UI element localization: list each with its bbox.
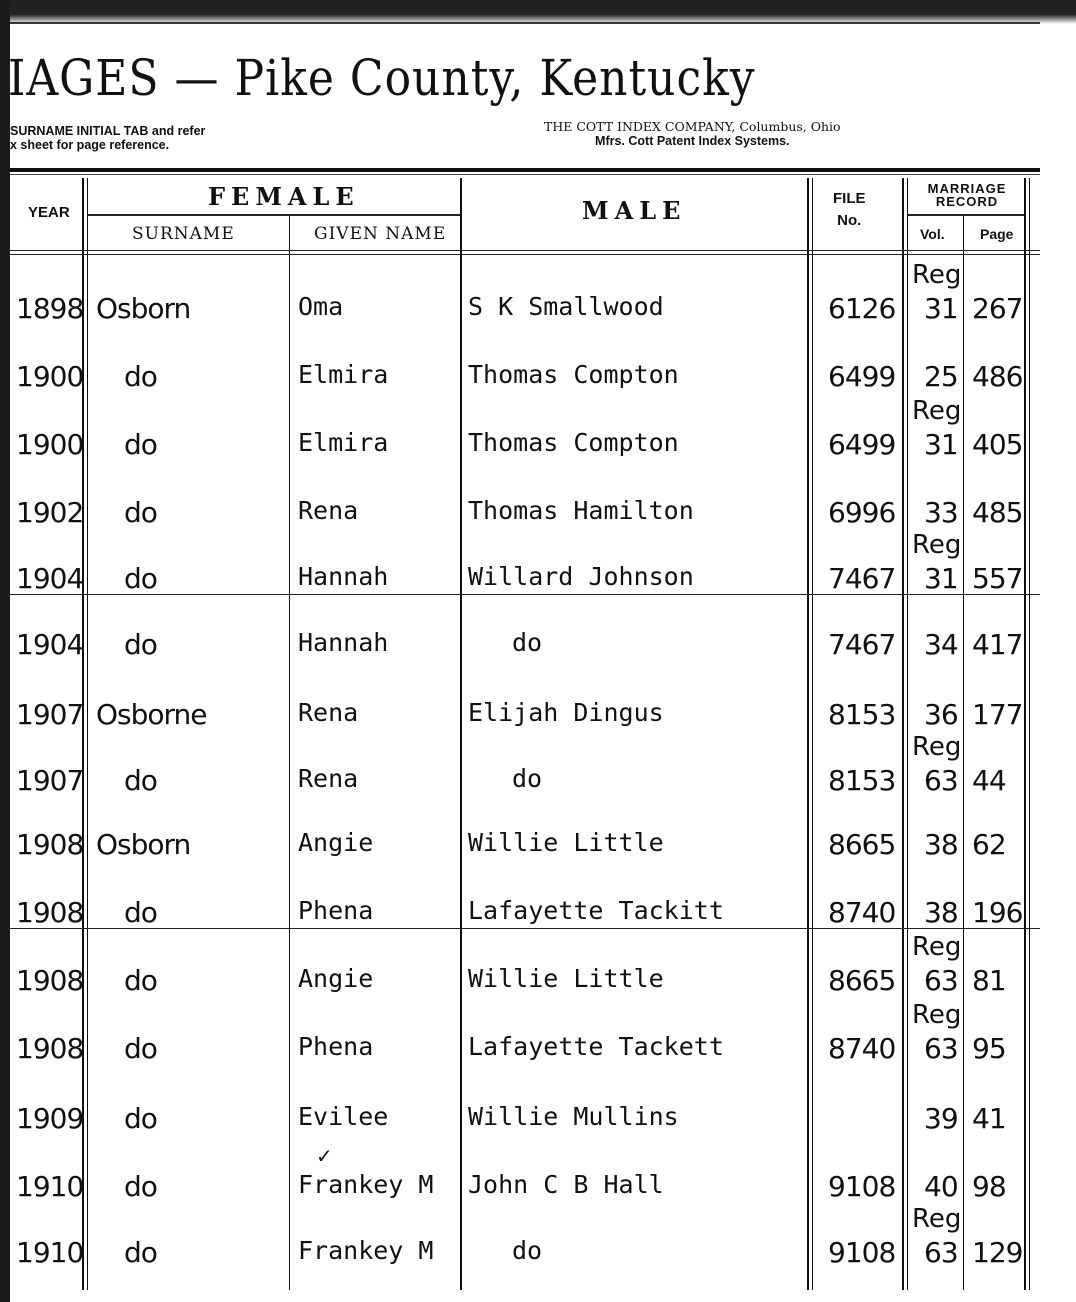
row-given-name: Elmira xyxy=(298,428,389,457)
column-divider-file xyxy=(902,178,904,1290)
row-page: 196 xyxy=(972,896,1023,929)
page-title: IAGES — Pike County, Kentucky xyxy=(8,50,756,108)
row-year: 1898 xyxy=(16,292,84,325)
row-given-name: Angie xyxy=(298,828,374,857)
check-mark: ✓ xyxy=(316,1144,333,1168)
row-year: 1904 xyxy=(16,628,84,661)
row-male-name: Thomas Hamilton xyxy=(468,496,694,525)
top-border-line xyxy=(10,22,1040,24)
row-given-name: Angie xyxy=(298,964,374,993)
row-file-no: 9108 xyxy=(828,1236,896,1269)
row-surname: do xyxy=(124,964,157,997)
row-year: 1908 xyxy=(16,896,84,929)
column-divider-right-inner xyxy=(1029,178,1030,1290)
row-vol: 39 xyxy=(924,1102,958,1135)
row-given-name: Frankey M xyxy=(298,1236,434,1265)
row-surname: do xyxy=(124,628,157,661)
row-page: 177 xyxy=(972,698,1023,731)
row-given-name: Rena xyxy=(298,698,359,727)
publisher-line-2: Mfrs. Cott Patent Index Systems. xyxy=(595,134,790,148)
row-vol: 34 xyxy=(924,628,958,661)
row-vol: 31 xyxy=(924,562,958,595)
row-vol: 63 xyxy=(924,964,958,997)
row-year: 1900 xyxy=(16,428,84,461)
index-instruction-line-1: SURNAME INITIAL TAB and refer xyxy=(10,124,206,138)
row-file-no: 8665 xyxy=(828,828,896,861)
index-instruction xyxy=(10,124,205,152)
row-file-no: 6996 xyxy=(828,496,896,529)
row-year: 1902 xyxy=(16,496,84,529)
row-surname: Osborn xyxy=(96,828,191,861)
surname-header: SURNAME xyxy=(132,224,235,244)
row-year: 1910 xyxy=(16,1236,84,1269)
row-file-no: 7467 xyxy=(828,628,896,661)
row-vol: 63 xyxy=(924,1236,958,1269)
row-surname: do xyxy=(124,496,157,529)
row-given-name: Hannah xyxy=(298,628,389,657)
row-page: 486 xyxy=(972,360,1023,393)
row-surname: do xyxy=(124,1170,157,1203)
header-bottom-line-2 xyxy=(10,254,1040,255)
row-year: 1910 xyxy=(16,1170,84,1203)
row-male-name: do xyxy=(512,764,543,793)
row-page: 485 xyxy=(972,496,1023,529)
column-divider-female xyxy=(460,178,462,1290)
row-vol: 31 xyxy=(924,292,958,325)
row-surname: Osborne xyxy=(96,698,207,731)
row-reg-label: Reg xyxy=(912,1000,962,1030)
row-surname: do xyxy=(124,1102,157,1135)
female-header: FEMALE xyxy=(208,182,360,211)
row-vol: 63 xyxy=(924,1032,958,1065)
column-divider-file-inner xyxy=(907,178,908,1290)
row-male-name: Thomas Compton xyxy=(468,360,679,389)
marriage-record-underline xyxy=(908,214,1024,216)
row-male-name: Lafayette Tackitt xyxy=(468,896,724,925)
row-surname: Osborn xyxy=(96,292,191,325)
scan-left-edge xyxy=(0,0,10,1302)
header-rule-thin xyxy=(10,174,1040,175)
row-given-name: Elmira xyxy=(298,360,389,389)
row-male-name: Thomas Compton xyxy=(468,428,679,457)
row-vol: 40 xyxy=(924,1170,958,1203)
row-year: 1908 xyxy=(16,828,84,861)
row-male-name: Willie Little xyxy=(468,964,664,993)
row-year: 1909 xyxy=(16,1102,84,1135)
row-year: 1907 xyxy=(16,764,84,797)
row-reg-label: Reg xyxy=(912,530,962,560)
row-vol: 31 xyxy=(924,428,958,461)
row-surname: do xyxy=(124,896,157,929)
publisher-credit xyxy=(544,120,841,148)
page-header: Page xyxy=(980,226,1014,242)
vol-header: Vol. xyxy=(920,226,945,242)
row-file-no: 8153 xyxy=(828,698,896,731)
given-name-header: GIVEN NAME xyxy=(314,224,447,244)
row-reg-label: Reg xyxy=(912,260,962,290)
row-page: 41 xyxy=(972,1102,1006,1135)
row-surname: do xyxy=(124,562,157,595)
row-male-name: S K Smallwood xyxy=(468,292,664,321)
row-page: 62 xyxy=(972,828,1006,861)
row-vol: 38 xyxy=(924,828,958,861)
row-vol: 38 xyxy=(924,896,958,929)
header-bottom-line xyxy=(10,250,1040,251)
row-page: 267 xyxy=(972,292,1023,325)
row-page: 81 xyxy=(972,964,1006,997)
row-male-name: John C B Hall xyxy=(468,1170,664,1199)
female-header-underline xyxy=(88,214,460,216)
marriage-record-line-1: MARRIAGE xyxy=(927,181,1007,196)
male-header: MALE xyxy=(582,196,687,225)
publisher-line-1: THE COTT INDEX COMPANY, Columbus, Ohio xyxy=(544,119,841,134)
row-surname: do xyxy=(124,360,157,393)
column-divider-right xyxy=(1024,178,1026,1290)
row-reg-label: Reg xyxy=(912,1204,962,1234)
row-male-name: Willie Mullins xyxy=(468,1102,679,1131)
row-given-name: Rena xyxy=(298,496,359,525)
row-page: 405 xyxy=(972,428,1023,461)
row-page: 129 xyxy=(972,1236,1023,1269)
row-page: 557 xyxy=(972,562,1023,595)
row-vol: 36 xyxy=(924,698,958,731)
row-file-no: 9108 xyxy=(828,1170,896,1203)
row-male-name: Willie Little xyxy=(468,828,664,857)
row-given-name: Rena xyxy=(298,764,359,793)
row-reg-label: Reg xyxy=(912,396,962,426)
column-divider-vol xyxy=(963,216,964,1290)
header-rule xyxy=(10,168,1040,172)
row-given-name: Phena xyxy=(298,1032,374,1061)
row-file-no: 8740 xyxy=(828,896,896,929)
row-year: 1908 xyxy=(16,1032,84,1065)
row-file-no: 8665 xyxy=(828,964,896,997)
row-given-name: Evilee xyxy=(298,1102,389,1131)
column-divider-year-inner xyxy=(87,178,88,1290)
column-divider-male-inner xyxy=(812,178,813,1290)
row-year: 1904 xyxy=(16,562,84,595)
row-given-name: Hannah xyxy=(298,562,389,591)
row-surname: do xyxy=(124,764,157,797)
row-file-no: 6499 xyxy=(828,428,896,461)
row-file-no: 6499 xyxy=(828,360,896,393)
row-file-no: 7467 xyxy=(828,562,896,595)
file-no-header xyxy=(833,188,866,232)
row-year: 1908 xyxy=(16,964,84,997)
row-given-name: Frankey M xyxy=(298,1170,434,1199)
row-surname: do xyxy=(124,428,157,461)
row-page: 417 xyxy=(972,628,1023,661)
row-page: 95 xyxy=(972,1032,1006,1065)
marriage-record-line-2: RECORD xyxy=(935,194,999,209)
file-header-line-1: FILE xyxy=(833,190,866,207)
marriage-record-header xyxy=(912,182,1022,208)
row-male-name: Willard Johnson xyxy=(468,562,694,591)
column-divider-surname xyxy=(289,214,290,1290)
row-surname: do xyxy=(124,1236,157,1269)
row-vol: 63 xyxy=(924,764,958,797)
row-year: 1907 xyxy=(16,698,84,731)
file-header-line-2: No. xyxy=(837,212,862,229)
row-surname: do xyxy=(124,1032,157,1065)
column-divider-male xyxy=(807,178,809,1290)
row-year: 1900 xyxy=(16,360,84,393)
row-vol: 33 xyxy=(924,496,958,529)
row-male-name: Elijah Dingus xyxy=(468,698,664,727)
row-page: 98 xyxy=(972,1170,1006,1203)
row-given-name: Phena xyxy=(298,896,374,925)
row-reg-label: Reg xyxy=(912,932,962,962)
row-male-name: do xyxy=(512,628,543,657)
year-header: YEAR xyxy=(28,204,70,221)
row-reg-label: Reg xyxy=(912,732,962,762)
row-file-no: 6126 xyxy=(828,292,896,325)
row-male-name: Lafayette Tackett xyxy=(468,1032,724,1061)
row-male-name: do xyxy=(512,1236,543,1265)
row-file-no: 8153 xyxy=(828,764,896,797)
row-given-name: Oma xyxy=(298,292,344,321)
row-vol: 25 xyxy=(924,360,958,393)
row-page: 44 xyxy=(972,764,1006,797)
row-file-no: 8740 xyxy=(828,1032,896,1065)
scan-top-edge xyxy=(0,0,1076,24)
index-instruction-line-2: x sheet for page reference. xyxy=(10,138,170,152)
